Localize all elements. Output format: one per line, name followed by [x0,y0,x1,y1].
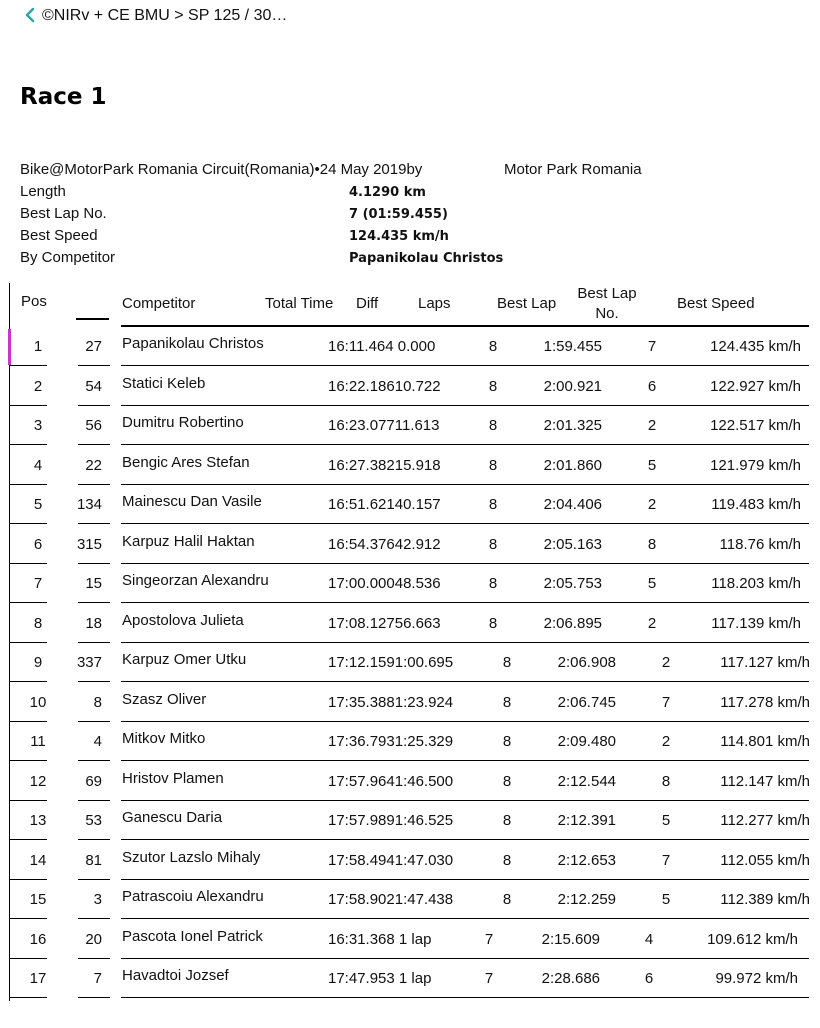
row-best-lap-no: 2 [647,417,657,434]
table-row[interactable] [0,327,820,366]
header-best-lap-no-line1: Best Lap [577,285,637,302]
row-number: 8 [93,693,102,711]
row-best-lap-no: 2 [647,496,657,513]
row-best-speed: 99.972 km/h [715,970,798,987]
row-position: 17 [29,970,47,987]
row-best-speed: 112.389 km/h [720,891,810,908]
row-laps: 8 [488,614,498,632]
table-row[interactable] [0,643,820,682]
row-position: 10 [29,693,47,711]
row-divider [121,997,809,998]
row-competitor: Apostolova Julieta [122,611,244,629]
row-best-lap: 2:04.406 [543,496,602,513]
table-row[interactable] [0,525,820,564]
row-best-lap: 2:00.921 [543,377,602,395]
header-best-speed: Best Speed [677,295,755,312]
row-best-speed: 122.927 km/h [710,377,801,395]
row-best-lap: 2:01.325 [543,417,602,434]
row-number: 56 [85,417,102,434]
row-best-lap: 2:12.544 [557,772,616,790]
breadcrumb[interactable]: ©NIRv + CE BMU > SP 125 / 30… [42,7,288,24]
header-laps: Laps [418,295,451,312]
row-position: 14 [29,851,47,869]
row-best-lap: 2:15.609 [541,930,600,948]
table-row[interactable] [0,841,820,880]
row-competitor: Pascota Ionel Patrick [122,927,263,945]
row-best-speed: 121.979 km/h [710,456,801,474]
row-best-speed: 112.147 km/h [720,772,810,790]
row-best-lap-no: 2 [661,733,671,750]
row-best-speed: 118.203 km/h [711,575,801,592]
row-best-speed: 119.483 km/h [711,496,801,513]
row-best-lap: 2:01.860 [543,456,602,474]
row-best-speed: 114.801 km/h [720,733,810,750]
row-best-lap-no: 6 [644,970,654,987]
header-pos: Pos [21,293,47,310]
row-competitor: Karpuz Omer Utku [122,651,247,668]
row-best-lap: 2:05.753 [543,575,602,592]
row-laps: 7 [484,970,494,987]
row-position: 4 [33,456,43,474]
header-number-underline [76,318,109,320]
row-number: 7 [93,970,102,987]
row-number: 4 [93,733,102,750]
row-number: 54 [85,377,102,395]
row-competitor: Havadtoi Jozsef [122,967,229,984]
table-row[interactable] [0,406,820,445]
row-time-diff: 16:27.38215.918 [328,456,441,474]
row-best-speed: 117.127 km/h [720,654,810,671]
row-time-diff: 17:12.1591:00.695 [328,654,454,671]
row-position: 13 [29,812,47,829]
row-number: 81 [85,851,102,869]
row-best-speed: 118.76 km/h [719,535,801,553]
row-time-diff: 16:22.18610.722 [328,377,441,395]
row-laps: 8 [502,693,512,711]
best-lap-no-value: 7 (01:59.455) [349,207,448,222]
row-best-speed: 112.277 km/h [720,812,810,829]
by-competitor-value: Papanikolau Christos [349,251,504,266]
best-speed-value: 124.435 km/h [349,229,449,244]
row-laps: 8 [502,654,512,671]
row-time-diff: 17:08.12756.663 [328,614,441,632]
table-row[interactable] [0,762,820,801]
organizer: Motor Park Romania [504,161,642,178]
row-laps: 8 [502,851,512,869]
best-speed-label: Best Speed [20,227,98,244]
row-laps: 8 [488,456,498,474]
row-time-diff: 17:36.7931:25.329 [328,733,454,750]
row-best-speed: 122.517 km/h [710,417,801,434]
row-number: 69 [85,772,102,790]
row-position: 9 [33,654,43,671]
row-position: 6 [33,535,43,553]
row-position: 16 [29,930,47,948]
row-best-lap-no: 5 [647,456,657,474]
row-best-lap: 1:59.455 [543,338,602,355]
row-best-speed: 117.278 km/h [720,693,810,711]
row-best-speed: 117.139 km/h [711,614,801,632]
row-best-lap-no: 4 [644,930,654,948]
row-laps: 8 [502,772,512,790]
row-time-diff: 16:51.62140.157 [328,496,441,513]
row-time-diff: 16:23.07711.613 [328,417,440,434]
row-best-lap-no: 5 [661,812,671,829]
table-row[interactable] [0,959,820,998]
row-time-diff: 17:47.953 1 lap [328,970,432,987]
row-laps: 8 [488,338,498,355]
row-competitor: Singeorzan Alexandru [122,572,269,589]
header-diff: Diff [356,295,379,312]
row-number: 22 [85,456,102,474]
row-best-lap-no: 6 [647,377,657,395]
position-divider [9,997,47,998]
table-row[interactable] [0,801,820,840]
row-best-lap-no: 7 [661,693,671,711]
back-chevron-icon[interactable] [22,6,40,24]
length-label: Length [20,183,66,200]
row-laps: 8 [488,535,498,553]
row-time-diff: 17:58.4941:47.030 [328,851,454,869]
row-competitor: Szutor Lazslo Mihaly [122,848,261,866]
row-position: 7 [33,575,43,592]
number-divider [78,997,110,998]
row-laps: 7 [484,930,494,948]
row-best-lap-no: 8 [647,535,657,553]
row-best-lap-no: 7 [647,338,657,355]
length-value: 4.1290 km [349,185,426,200]
row-number: 18 [85,614,102,632]
row-competitor: Dumitru Robertino [122,414,244,431]
table-row[interactable] [0,446,820,485]
row-position: 1 [33,338,43,355]
table-row[interactable] [0,920,820,959]
table-row[interactable] [0,880,820,919]
row-laps: 8 [502,891,512,908]
row-best-speed: 112.055 km/h [720,851,810,869]
row-position: 15 [29,891,47,908]
row-competitor: Statici Keleb [122,374,206,392]
row-position: 2 [33,377,43,395]
table-row[interactable] [0,683,820,722]
row-best-lap-no: 2 [647,614,657,632]
row-competitor: Bengic Ares Stefan [122,453,250,471]
row-number: 337 [76,654,102,671]
row-laps: 8 [502,812,512,829]
table-row[interactable] [0,367,820,406]
row-competitor: Szasz Oliver [122,690,207,708]
row-competitor: Mitkov Mitko [122,730,206,747]
row-time-diff: 17:00.00048.536 [328,575,441,592]
row-number: 27 [85,338,102,355]
row-laps: 8 [488,417,498,434]
table-row[interactable] [0,722,820,761]
row-best-lap: 2:06.895 [543,614,602,632]
table-row[interactable] [0,485,820,524]
best-lap-no-label: Best Lap No. [20,205,107,222]
row-best-lap: 2:12.653 [557,851,616,869]
row-position: 8 [33,614,43,632]
row-position: 12 [29,772,47,790]
row-competitor: Hristov Plamen [122,769,224,787]
row-number: 15 [85,575,102,592]
row-laps: 8 [488,496,498,513]
event-line: Bike@MotorPark Romania Circuit(Romania)•24 May 2019by [20,161,423,178]
row-time-diff: 16:11.464 0.000 [328,338,436,355]
row-number: 315 [76,535,102,553]
row-number: 20 [85,930,102,948]
row-best-lap: 2:12.259 [557,891,616,908]
row-number: 134 [76,496,102,513]
row-time-diff: 17:35.3881:23.924 [328,693,454,711]
table-row[interactable] [0,564,820,603]
row-competitor: Ganescu Daria [122,809,223,826]
row-laps: 8 [488,575,498,592]
row-best-speed: 124.435 km/h [710,338,801,355]
row-best-lap: 2:12.391 [557,812,616,829]
row-time-diff: 16:31.368 1 lap [328,930,432,948]
row-best-lap: 2:06.908 [557,654,616,671]
row-number: 3 [93,891,102,908]
page-title: Race 1 [20,84,107,110]
row-best-lap-no: 8 [661,772,671,790]
by-competitor-label: By Competitor [20,249,116,266]
row-time-diff: 17:57.9891:46.525 [328,812,454,829]
row-time-diff: 16:54.37642.912 [328,535,441,553]
row-best-lap: 2:06.745 [557,693,616,711]
row-competitor: Karpuz Halil Haktan [122,532,255,550]
row-best-speed: 109.612 km/h [707,930,798,948]
row-laps: 8 [502,733,512,750]
row-competitor: Patrascoiu Alexandru [122,888,264,905]
row-competitor: Papanikolau Christos [122,335,264,352]
header-competitor: Competitor [122,295,196,312]
row-best-lap: 2:09.480 [557,733,616,750]
header-total-time: Total Time [265,295,334,312]
row-best-lap-no: 5 [661,891,671,908]
row-best-lap: 2:05.163 [543,535,602,553]
row-best-lap-no: 2 [661,654,671,671]
row-laps: 8 [488,377,498,395]
row-best-lap-no: 7 [661,851,671,869]
row-competitor: Mainescu Dan Vasile [122,493,262,510]
header-best-lap: Best Lap [497,295,557,312]
row-position: 5 [33,496,43,513]
row-best-lap: 2:28.686 [541,970,600,987]
row-position: 3 [33,417,43,434]
row-time-diff: 17:57.9641:46.500 [328,772,454,790]
row-best-lap-no: 5 [647,575,657,592]
table-row[interactable] [0,604,820,643]
row-number: 53 [85,812,102,829]
row-time-diff: 17:58.9021:47.438 [328,891,454,908]
header-best-lap-no-line2: No. [595,305,619,322]
row-position: 11 [30,733,46,750]
